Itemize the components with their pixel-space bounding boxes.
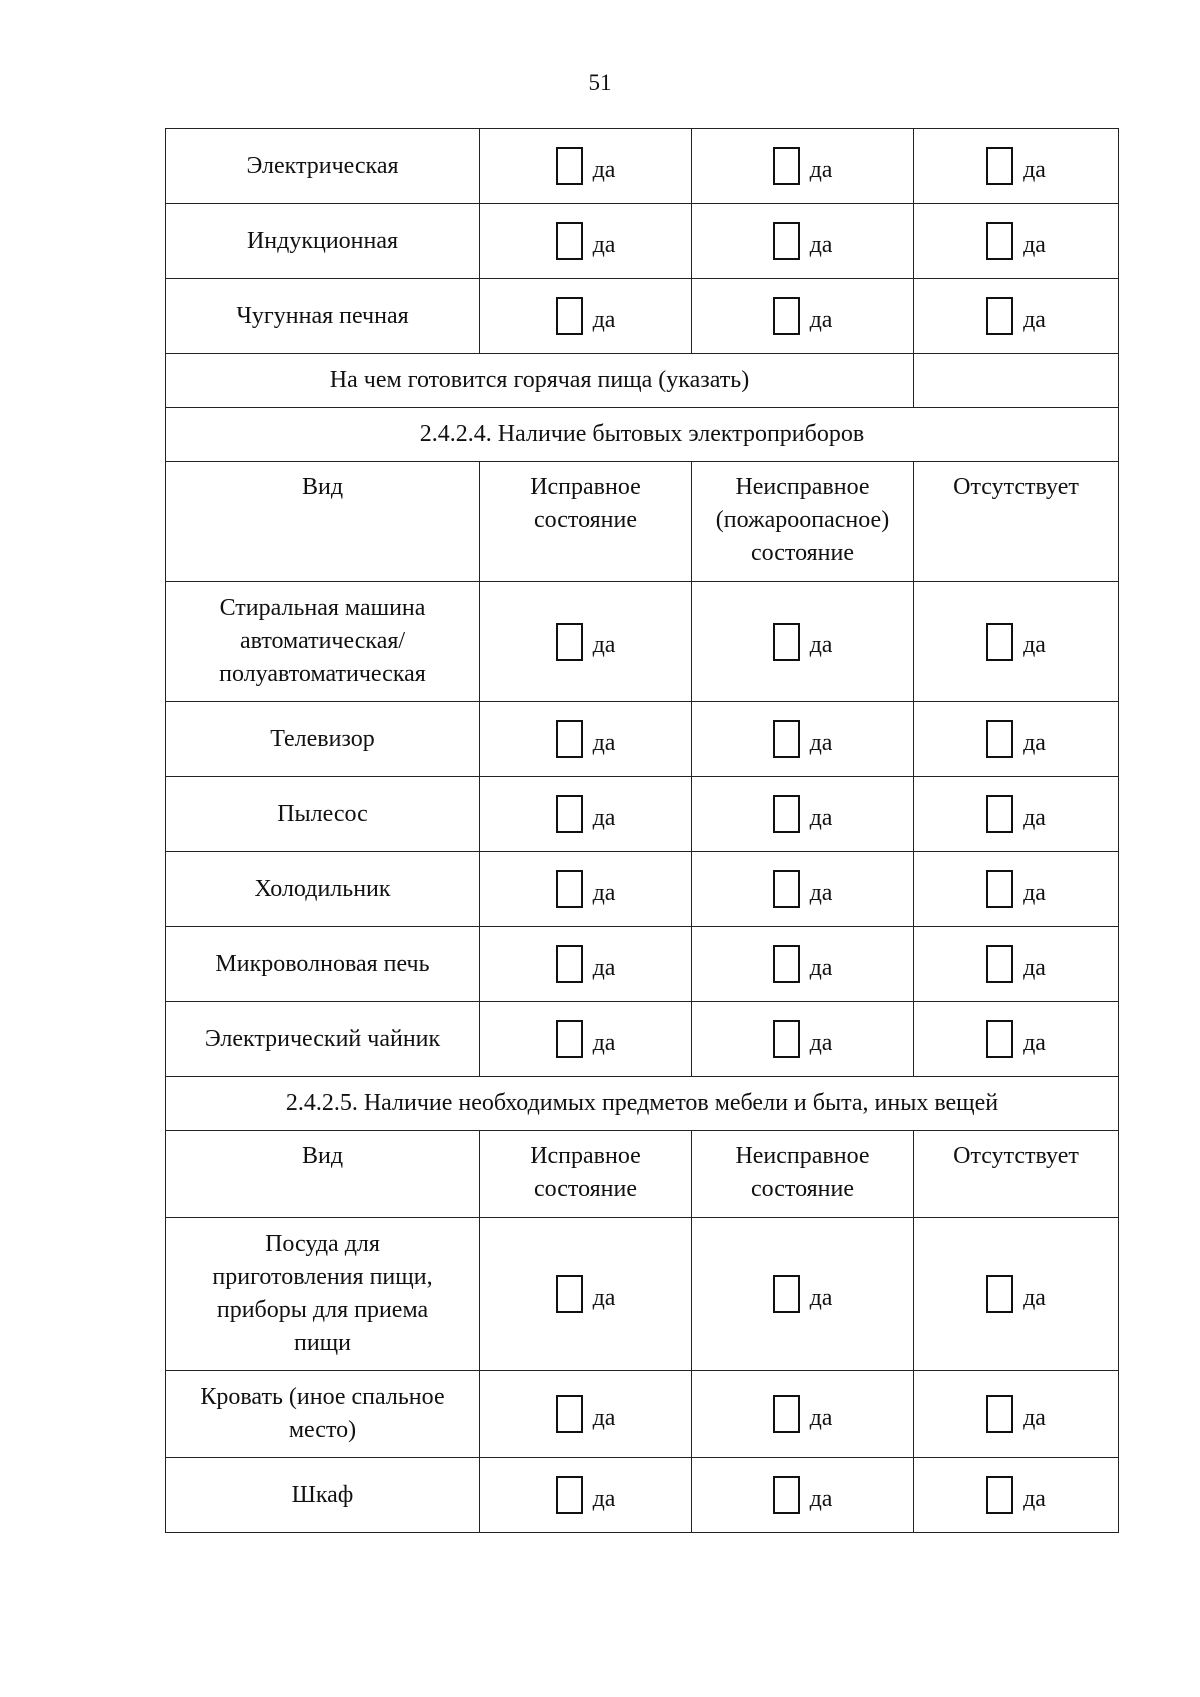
option-faulty-checkbox[interactable] — [773, 945, 833, 983]
cell-text-line: Исправное — [530, 1143, 641, 1169]
section-title: 2.4.2.5. Наличие необходимых предметов мебели и быта, иных вещей — [166, 1077, 1119, 1131]
option-working-checkbox[interactable] — [556, 795, 616, 833]
checkbox-label: да — [809, 804, 833, 831]
stove-row — [166, 204, 1119, 279]
furniture-row-option-faulty-cell — [692, 1371, 914, 1458]
option-absent-checkbox[interactable] — [986, 870, 1046, 908]
appliance-row-option-absent-cell — [914, 852, 1119, 927]
cell-text-line: Чугунная печная — [236, 302, 409, 329]
checkbox-square[interactable] — [986, 795, 1013, 833]
checkbox-label: да — [1023, 879, 1046, 906]
checkbox-square[interactable] — [986, 1020, 1013, 1058]
checkbox-label: да — [809, 879, 833, 906]
item-name-cell — [166, 582, 480, 702]
furniture-row-option-faulty-cell — [692, 1218, 914, 1371]
checkbox-square[interactable] — [986, 623, 1013, 661]
stove-row — [166, 279, 1119, 354]
checkbox-square[interactable] — [773, 945, 800, 983]
furniture-row-option-absent-cell — [914, 1371, 1119, 1458]
column-header-working — [480, 1131, 692, 1218]
appliance-row-option-absent-cell — [914, 777, 1119, 852]
item-name-cell — [166, 777, 480, 852]
appliance-row-option-absent-cell — [914, 1002, 1119, 1077]
item-name-cell — [166, 1218, 480, 1371]
option-faulty-checkbox[interactable] — [773, 1020, 833, 1058]
option-absent-checkbox[interactable] — [986, 1395, 1046, 1433]
option-working-checkbox[interactable] — [556, 297, 616, 335]
section-title-row — [166, 408, 1119, 462]
stove-row-option-working-cell — [480, 279, 692, 354]
cell-text-line: состояние — [751, 1176, 854, 1202]
cell-text-line: Холодильник — [254, 875, 391, 902]
cell-text-line: Электрический чайник — [204, 1025, 441, 1052]
checkbox-label: да — [1023, 729, 1046, 756]
cell-text-line: Посуда для — [265, 1231, 380, 1257]
checkbox-square[interactable] — [773, 623, 800, 661]
appliance-row-option-faulty-cell — [692, 702, 914, 777]
checkbox-label: да — [592, 729, 616, 756]
appliance-row-option-working-cell — [480, 777, 692, 852]
checkbox-square[interactable] — [773, 297, 800, 335]
checkbox-label: да — [809, 632, 833, 658]
checkbox-square[interactable] — [556, 1395, 583, 1433]
hot-food-answer-field[interactable] — [914, 354, 1119, 408]
option-working-checkbox[interactable] — [556, 1020, 616, 1058]
option-absent-checkbox[interactable] — [986, 1020, 1046, 1058]
cell-text-line: состояние — [534, 507, 637, 533]
cell-text-line: Телевизор — [270, 725, 375, 752]
item-name-cell — [166, 1371, 480, 1458]
cell-text-line: Неисправное — [735, 474, 870, 500]
option-working-checkbox[interactable] — [556, 623, 616, 661]
cell-text-line: Кровать (иное спальное — [200, 1384, 445, 1410]
option-faulty-checkbox[interactable] — [773, 222, 833, 260]
furniture-row-option-absent-cell — [914, 1458, 1119, 1533]
cell-text-line: Стиральная машина — [219, 595, 426, 621]
cell-text-line: Электрическая — [246, 152, 399, 179]
checkbox-square[interactable] — [986, 297, 1013, 335]
checkbox-square[interactable] — [773, 1476, 800, 1514]
page-number: 51 — [588, 70, 612, 95]
cell-text-line: Индукционная — [246, 227, 399, 254]
appliances-header-row — [166, 462, 1119, 582]
checkbox-label: да — [592, 1284, 616, 1311]
stove-row-option-faulty-cell — [692, 279, 914, 354]
appliance-row-option-working-cell — [480, 927, 692, 1002]
option-faulty-checkbox[interactable] — [773, 1476, 833, 1514]
checkbox-label: да — [592, 1485, 616, 1512]
option-absent-checkbox[interactable] — [986, 1275, 1046, 1313]
stove-row — [166, 129, 1119, 204]
option-faulty-checkbox[interactable] — [773, 720, 833, 758]
stove-row-option-faulty-cell — [692, 129, 914, 204]
option-working-checkbox[interactable] — [556, 870, 616, 908]
checkbox-label: да — [809, 306, 833, 333]
furniture-row-option-working-cell — [480, 1371, 692, 1458]
column-header-kind: Вид — [166, 1131, 480, 1218]
option-faulty-checkbox[interactable] — [773, 1395, 833, 1433]
furniture-row — [166, 1371, 1119, 1458]
appliance-row — [166, 927, 1119, 1002]
checkbox-square[interactable] — [986, 1275, 1013, 1313]
checkbox-label: да — [1023, 1029, 1046, 1056]
option-working-checkbox[interactable] — [556, 945, 616, 983]
appliance-row-option-working-cell — [480, 1002, 692, 1077]
furniture-row-option-absent-cell — [914, 1218, 1119, 1371]
furniture-row-option-faulty-cell — [692, 1458, 914, 1533]
column-header-absent: Отсутствует — [914, 462, 1119, 582]
checkbox-label: да — [1023, 1284, 1046, 1311]
checkbox-label: да — [1023, 231, 1046, 258]
furniture-row-option-working-cell — [480, 1458, 692, 1533]
option-working-checkbox[interactable] — [556, 1395, 616, 1433]
stove-row-option-absent-cell — [914, 279, 1119, 354]
option-working-checkbox[interactable] — [556, 1476, 616, 1514]
checkbox-square[interactable] — [556, 623, 583, 661]
checkbox-square[interactable] — [773, 795, 800, 833]
appliance-row-option-working-cell — [480, 702, 692, 777]
hot-food-prompt: На чем готовится горячая пища (указать) — [166, 354, 914, 408]
column-header-absent: Отсутствует — [914, 1131, 1119, 1218]
option-absent-checkbox[interactable] — [986, 222, 1046, 260]
option-absent-checkbox[interactable] — [986, 795, 1046, 833]
item-name-cell — [166, 702, 480, 777]
cell-text-line: Пылесос — [277, 800, 368, 827]
checkbox-square[interactable] — [556, 1476, 583, 1514]
item-name-cell — [166, 279, 480, 354]
cell-text-line: состояние — [751, 540, 854, 566]
cell-text-line: место) — [288, 1417, 357, 1443]
checkbox-square[interactable] — [773, 222, 800, 260]
furniture-header-row — [166, 1131, 1119, 1218]
option-faulty-checkbox[interactable] — [773, 1275, 833, 1313]
appliance-row-option-faulty-cell — [692, 927, 914, 1002]
section-title: 2.4.2.4. Наличие бытовых электроприборов — [166, 408, 1119, 462]
checkbox-label: да — [809, 729, 833, 756]
checkbox-square[interactable] — [773, 1020, 800, 1058]
cell-text-line: Шкаф — [291, 1481, 354, 1508]
appliance-row — [166, 702, 1119, 777]
column-header-working — [480, 462, 692, 582]
checkbox-square[interactable] — [556, 297, 583, 335]
checkbox-label: да — [592, 804, 616, 831]
checkbox-label: да — [1023, 632, 1046, 658]
stove-row-option-faulty-cell — [692, 204, 914, 279]
checkbox-label: да — [809, 156, 833, 183]
checkbox-square[interactable] — [556, 870, 583, 908]
column-header-faulty — [692, 462, 914, 582]
appliance-row — [166, 852, 1119, 927]
column-header-kind: Вид — [166, 462, 480, 582]
furniture-row — [166, 1458, 1119, 1533]
item-name-cell — [166, 204, 480, 279]
checkbox-square[interactable] — [556, 1275, 583, 1313]
checkbox-label: да — [809, 1284, 833, 1311]
checkbox-label: да — [1023, 156, 1046, 183]
cell-text-line: Микроволновая печь — [215, 950, 430, 977]
appliance-row-option-working-cell — [480, 582, 692, 702]
stove-row-option-absent-cell — [914, 204, 1119, 279]
checkbox-label: да — [592, 1029, 616, 1056]
checkbox-label: да — [1023, 306, 1046, 333]
checkbox-label: да — [1023, 954, 1046, 981]
cell-text-line: пищи — [293, 1330, 351, 1356]
cell-text-line: (пожароопасное) — [715, 507, 890, 533]
appliance-row-option-faulty-cell — [692, 852, 914, 927]
item-name-cell — [166, 129, 480, 204]
stove-row-option-working-cell — [480, 204, 692, 279]
appliance-row-option-absent-cell — [914, 702, 1119, 777]
option-absent-checkbox[interactable] — [986, 720, 1046, 758]
checkbox-label: да — [809, 1029, 833, 1056]
appliance-row-option-working-cell — [480, 852, 692, 927]
option-absent-checkbox[interactable] — [986, 1476, 1046, 1514]
option-absent-checkbox[interactable] — [986, 147, 1046, 185]
option-absent-checkbox[interactable] — [986, 623, 1046, 661]
checkbox-label: да — [809, 954, 833, 981]
cell-text-line: Исправное — [530, 474, 641, 500]
checkbox-square[interactable] — [556, 945, 583, 983]
option-faulty-checkbox[interactable] — [773, 147, 833, 185]
hot-food-row — [166, 354, 1119, 408]
checkbox-label: да — [592, 879, 616, 906]
checkbox-label: да — [1023, 804, 1046, 831]
checkbox-square[interactable] — [556, 720, 583, 758]
option-absent-checkbox[interactable] — [986, 945, 1046, 983]
cell-text-line: состояние — [534, 1176, 637, 1202]
checkbox-label: да — [592, 954, 616, 981]
checkbox-label: да — [1023, 1485, 1046, 1512]
item-name-cell — [166, 852, 480, 927]
checkbox-square[interactable] — [986, 222, 1013, 260]
appliance-row — [166, 582, 1119, 702]
appliance-row-option-faulty-cell — [692, 582, 914, 702]
column-header-faulty — [692, 1131, 914, 1218]
checkbox-label: да — [592, 231, 616, 258]
cell-text-line: Неисправное — [735, 1143, 870, 1169]
checkbox-label: да — [809, 231, 833, 258]
checkbox-label: да — [809, 1404, 833, 1431]
option-faulty-checkbox[interactable] — [773, 795, 833, 833]
option-working-checkbox[interactable] — [556, 222, 616, 260]
furniture-row — [166, 1218, 1119, 1371]
appliance-row — [166, 1002, 1119, 1077]
checkbox-square[interactable] — [773, 1395, 800, 1433]
cell-text-line: приборы для приема — [216, 1297, 429, 1323]
appliance-row-option-absent-cell — [914, 582, 1119, 702]
item-name-cell — [166, 927, 480, 1002]
checkbox-label: да — [1023, 1404, 1046, 1431]
checkbox-label: да — [592, 156, 616, 183]
checkbox-square[interactable] — [773, 720, 800, 758]
cell-text-line: автоматическая/ — [239, 628, 406, 654]
stove-row-option-absent-cell — [914, 129, 1119, 204]
option-absent-checkbox[interactable] — [986, 297, 1046, 335]
checkbox-square[interactable] — [986, 720, 1013, 758]
appliance-row — [166, 777, 1119, 852]
checkbox-label: да — [809, 1485, 833, 1512]
checkbox-square[interactable] — [986, 870, 1013, 908]
appliance-row-option-faulty-cell — [692, 777, 914, 852]
option-faulty-checkbox[interactable] — [773, 870, 833, 908]
option-faulty-checkbox[interactable] — [773, 623, 833, 661]
checkbox-label: да — [592, 1404, 616, 1431]
option-faulty-checkbox[interactable] — [773, 297, 833, 335]
cell-text-line: приготовления пищи, — [212, 1264, 433, 1290]
item-name-cell — [166, 1002, 480, 1077]
checkbox-square[interactable] — [986, 945, 1013, 983]
checkbox-label: да — [592, 632, 616, 658]
appliance-row-option-absent-cell — [914, 927, 1119, 1002]
checkbox-square[interactable] — [986, 147, 1013, 185]
furniture-row-option-working-cell — [480, 1218, 692, 1371]
checkbox-square[interactable] — [986, 1476, 1013, 1514]
cell-text-line: полуавтоматическая — [219, 661, 426, 687]
stove-row-option-working-cell — [480, 129, 692, 204]
section-title-row — [166, 1077, 1119, 1131]
checkbox-square[interactable] — [986, 1395, 1013, 1433]
checkbox-square[interactable] — [556, 222, 583, 260]
option-working-checkbox[interactable] — [556, 147, 616, 185]
checkbox-square[interactable] — [556, 147, 583, 185]
checkbox-square[interactable] — [556, 1020, 583, 1058]
checkbox-square[interactable] — [773, 147, 800, 185]
checkbox-square[interactable] — [556, 795, 583, 833]
inspection-form-table — [165, 128, 1119, 1533]
item-name-cell — [166, 1458, 480, 1533]
checkbox-square[interactable] — [773, 1275, 800, 1313]
checkbox-square[interactable] — [773, 870, 800, 908]
option-working-checkbox[interactable] — [556, 720, 616, 758]
appliance-row-option-faulty-cell — [692, 1002, 914, 1077]
option-working-checkbox[interactable] — [556, 1275, 616, 1313]
checkbox-label: да — [592, 306, 616, 333]
